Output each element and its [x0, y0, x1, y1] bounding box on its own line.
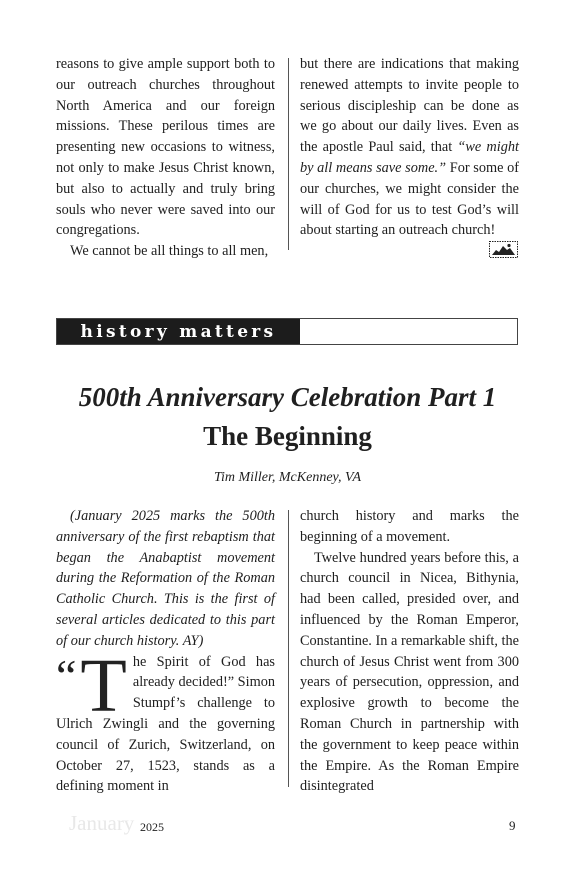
- article-body-start: he Spirit of God has already decided!” Simon Stumpf’s challenge to Ulrich Zwingli and the governing council of Zurich, Switzerland, on October 27, 1523, stands as a defining moment in: [56, 653, 275, 795]
- footer-month: January: [69, 811, 135, 835]
- section-banner: [56, 318, 518, 345]
- footer-year: 2025: [140, 820, 164, 834]
- byline: Tim Miller, McKenney, VA: [213, 470, 362, 485]
- article-subtitle: The Beginning: [203, 421, 372, 451]
- article-right-paragraph-2: Twelve hundred years before this, a church council in Nicea, Bithynia, had been called, presided over, and influenced by the Roman Emperor, Constantine. In a remarkable shift, the church of Jesus Christ went from 300 years of persecution, oppression, and explosive growth to become the Roman Church in partnership with the government to keep peace within the Empire. As the Roman Empire disintegrated: [300, 549, 519, 795]
- article-opening-paragraph: [56, 643, 275, 798]
- column-divider-top: [288, 58, 289, 250]
- drop-cap: T: [80, 643, 127, 728]
- article-right-paragraph-1: church history and marks the beginning of a movement.: [300, 508, 519, 545]
- top-right-column: [300, 54, 519, 241]
- top-left-paragraph-2: We cannot be all things to all men,: [70, 243, 269, 260]
- article-left-column: [56, 506, 275, 797]
- end-of-article-icon: [489, 241, 518, 258]
- top-right-text-start: but there are indications that making renewed attempts to invite people to serious discipleship can be done as we go about our daily lives. Even as the apostle Paul said, that: [300, 56, 519, 156]
- opening-quote-mark: “: [56, 649, 77, 701]
- top-left-column: [56, 54, 275, 262]
- top-right-text-end: For some of our churches, we might consider the will of God for us to test God’s will about starting an outreach church!: [300, 159, 520, 239]
- banner-label: history matters: [80, 322, 277, 342]
- editor-note: (January 2025 marks the 500th anniversary of the first rebaptism that began the Anabaptist movement during the Reformation of the Roman Catholic Church. This is the first of several articles dedicated to this part of our church history. AY): [56, 508, 275, 649]
- top-right-paragraph: [300, 54, 519, 241]
- paul-quote: “we might by all means save some.”: [300, 139, 519, 176]
- top-left-paragraph-1: reasons to give ample support both to our outreach churches throughout North America and our foreign missions. These perilous times are presenting new occasions to witness, not only to make Jesus Christ known, but also to actually and truly bring souls who never were saved into our congregations.: [56, 56, 275, 239]
- article-title: 500th Anniversary Celebration Part 1: [78, 382, 497, 412]
- article-right-column: [300, 506, 519, 797]
- page-number: 9: [509, 818, 516, 833]
- column-divider-bottom: [288, 510, 289, 787]
